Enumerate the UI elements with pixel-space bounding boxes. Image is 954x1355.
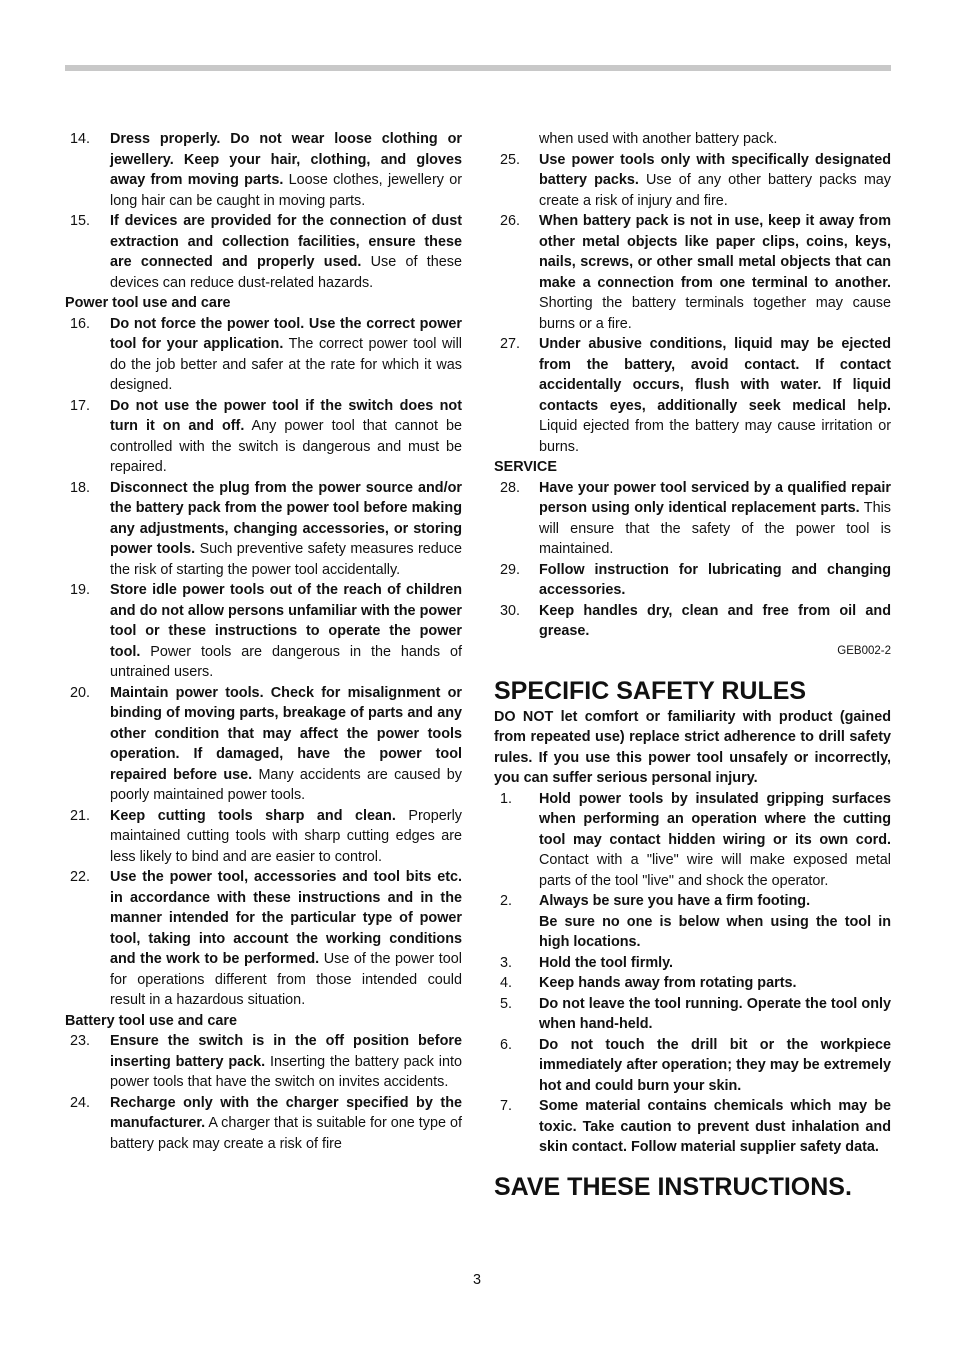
item-number: 1. [500, 790, 513, 807]
list-item [494, 912, 891, 953]
item-text [110, 1033, 462, 1090]
list-group-23-24 [65, 1031, 462, 1154]
item-number: 29. [500, 561, 521, 578]
item-number: 16. [70, 315, 91, 332]
item-number: 4. [500, 975, 513, 991]
list-item [65, 314, 462, 396]
item-normal-text: Properly maintained cutting tools with sharp cutting edges are less likely to bind and are easier to control. [110, 807, 462, 865]
list-item [494, 973, 891, 994]
item-bold-text: When battery pack is not in use, keep it away from other metal objects like paper clips, coins, keys, nails, screws, or other small metal objects that can make a connection from one terminal to another. [539, 213, 891, 291]
item-text [110, 213, 462, 291]
item-text [539, 480, 891, 558]
header-rule [65, 65, 891, 71]
list-item [65, 211, 462, 293]
item-number: 24. [70, 1094, 91, 1111]
list-item [494, 601, 891, 642]
list-item [494, 560, 891, 601]
item-bold-text: Use power tools only with specifically designated battery packs. [539, 151, 891, 188]
item-text [110, 685, 462, 804]
specific-safety-intro: DO NOT let comfort or familiarity with product (gained from repeated use) replace strict adherence to drill safety rules. If you use this power tool unsafely or incorrectly, you can suffer serious personal injury. [494, 708, 891, 786]
item-bold-text: Have your power tool serviced by a qualified repair person using only identical replacement parts. [539, 479, 891, 516]
list-item [494, 1096, 891, 1158]
list-item [65, 806, 462, 868]
item-bold-text: Recharge only with the charger specified by the manufacturer. [110, 1094, 462, 1131]
list-item [65, 129, 462, 211]
item-number: 3. [500, 954, 513, 971]
item-bold-text: Hold power tools by insulated gripping surfaces when performing an operation where the cutting tool may contact hidden wiring or its own cord. [539, 790, 891, 848]
item-bold-text: Always be sure you have a firm footing. [539, 893, 811, 909]
item-bold-text: Do not force the power tool. Use the correct power tool for your application. [110, 315, 462, 352]
specific-rules-list [494, 789, 891, 1158]
item-text [539, 213, 891, 332]
item-number: 30. [500, 602, 521, 619]
list-item [494, 1035, 891, 1097]
list-group-14-15 [65, 129, 462, 293]
item-normal-text: Liquid ejected from the battery may cause irritation or burns. [539, 418, 891, 455]
item-text [110, 1095, 462, 1152]
continuation-text: when used with another battery pack. [539, 131, 778, 147]
section-heading-power-tool: Power tool use and care [65, 295, 231, 311]
item-normal-text: This will ensure that the safety of the power tool is maintained. [539, 500, 891, 557]
item-text [539, 893, 810, 909]
list-group-28-30 [494, 478, 891, 642]
item-number: 23. [70, 1033, 91, 1049]
item-bold-text: Disconnect the plug from the power source and/or the battery pack from the power tool before making any adjustments, changing accessories, or storing power tools. [110, 479, 462, 557]
item-normal-text: Loose clothes, jewellery or long hair can be caught in moving parts. [110, 172, 462, 209]
item-normal-text: Inserting the battery pack into power tools that have the switch on invites accidents. [110, 1053, 462, 1090]
section-heading-service: SERVICE [494, 459, 557, 475]
item-bold-text: Do not use the power tool if the switch does not turn it on and off. [110, 397, 462, 434]
item-number: 6. [500, 1036, 513, 1053]
item-normal-text: Many accidents are caused by poorly maintained power tools. [110, 766, 462, 803]
item-bold-text: Keep handles dry, clean and free from oil and grease. [539, 602, 891, 639]
item-bold-text: Follow instruction for lubricating and changing accessories. [539, 561, 891, 598]
item-bold-text: Do not leave the tool running. Operate the tool only when hand-held. [539, 995, 891, 1032]
item-text [110, 398, 462, 476]
item-text [539, 996, 891, 1033]
item-text [539, 603, 891, 640]
item-bold-text: If devices are provided for the connection of dust extraction and collection facilities, ensure these are connected and properly used. [110, 213, 462, 270]
item-text [539, 914, 891, 951]
list-item [494, 953, 891, 974]
item-number: 19. [70, 582, 91, 598]
left-column [65, 129, 462, 1154]
list-item [494, 478, 891, 560]
item-text [539, 791, 891, 889]
item-bold-text: Keep hands away from rotating parts. [539, 975, 797, 991]
document-code: GEB002-2 [837, 644, 891, 657]
item-number: 18. [70, 479, 91, 496]
section-heading-battery: Battery tool use and care [65, 1012, 237, 1029]
item-bold-text: Keep cutting tools sharp and clean. [110, 807, 396, 824]
list-item [65, 396, 462, 478]
item-bold-text: Use the power tool, accessories and tool bits etc. in accordance with these instructions and in the manner intended for the particular type of power tool, taking into account the working conditions and the work to be performed. [110, 869, 462, 967]
item-number: 26. [500, 213, 521, 229]
list-item [494, 211, 891, 334]
item-number: 17. [70, 397, 91, 414]
item-normal-text: Such preventive safety measures reduce the risk of starting the power tool accidentally. [110, 541, 463, 578]
list-item [494, 334, 891, 457]
item-bold-text: Be sure no one is below when using the tool in high locations. [539, 913, 891, 950]
list-item [494, 994, 891, 1035]
right-column [494, 129, 891, 1202]
item-bold-text: Some material contains chemicals which may be toxic. Take caution to prevent dust inhalation and skin contact. Follow material supplier safety data. [539, 1098, 891, 1155]
list-item [65, 867, 462, 1011]
list-item [65, 580, 462, 683]
item-normal-text: Power tools are dangerous in the hands of untrained users. [110, 643, 462, 680]
item-number: 15. [70, 213, 91, 229]
item-text [539, 975, 797, 991]
list-item [65, 1093, 462, 1155]
item-bold-text: Do not touch the drill bit or the workpiece immediately after operation; they may be extremely hot and could burn your skin. [539, 1036, 891, 1094]
item-text [110, 808, 462, 865]
item-number: 2. [500, 893, 513, 909]
list-item [65, 478, 462, 581]
item-text [539, 152, 891, 209]
item-normal-text: Use of any other battery packs may create a risk of injury and fire. [539, 172, 892, 209]
item-number: 27. [500, 336, 521, 352]
item-normal-text: Shorting the battery terminals together may cause burns or a fire. [539, 295, 891, 332]
item-text [539, 336, 891, 455]
item-bold-text: Hold the tool firmly. [539, 954, 674, 971]
item-text [110, 316, 462, 394]
item-text [110, 869, 462, 1008]
item-normal-text: Any power tool that cannot be controlled with the switch is dangerous and must be repaired. [110, 418, 463, 475]
item-normal-text: A charger that is suitable for one type of battery pack may create a risk of fire [110, 1115, 462, 1152]
item-text [539, 562, 891, 599]
item-bold-text: Under abusive conditions, liquid may be ejected from the battery, avoid contact. If contact accidentally occurs, flush with water. If liquid contacts eyes, additionally seek medical help. [539, 336, 891, 414]
item-bold-text: Maintain power tools. Check for misalignment or binding of moving parts, breakage of parts and any other condition that may affect the power tools operation. If damaged, have the power tool repaired before use. [110, 684, 462, 783]
item-text [539, 1098, 891, 1155]
item-bold-text: Store idle power tools out of the reach of children and do not allow persons unfamiliar with the power tool or these instructions to operate the power tool. [110, 582, 462, 660]
item-text [110, 131, 462, 209]
item-number: 28. [500, 479, 521, 496]
list-item [65, 1031, 462, 1093]
item-text [110, 582, 462, 680]
item-number: 5. [500, 995, 513, 1012]
list-item [494, 789, 891, 892]
item-number: 20. [70, 684, 91, 701]
item-number: 7. [500, 1098, 513, 1114]
list-group-25-27 [494, 150, 891, 458]
item-text [110, 480, 462, 578]
item-number: 25. [500, 151, 521, 168]
item-normal-text: Use of the power tool for operations different from those intended could result in a hazardous situation. [110, 951, 462, 1008]
list-item [494, 891, 891, 912]
item-text [539, 955, 673, 971]
item-number: 21. [70, 807, 91, 824]
list-item [494, 150, 891, 212]
list-group-16-22 [65, 314, 462, 1011]
page-number: 3 [472, 1272, 481, 1288]
item-normal-text: Use of these devices can reduce dust-related hazards. [110, 254, 462, 291]
item-number: 14. [70, 131, 91, 147]
item-text [539, 1037, 891, 1094]
list-item [65, 683, 462, 806]
specific-safety-heading: SPECIFIC SAFETY RULES [494, 676, 807, 705]
save-instructions-heading: SAVE THESE INSTRUCTIONS. [494, 1172, 852, 1201]
item-bold-text: Ensure the switch is in the off position before inserting battery pack. [110, 1033, 462, 1070]
item-normal-text: Contact with a "live" wire will make exposed metal parts of the tool "live" and shock the operator. [539, 852, 891, 889]
item-number: 22. [70, 869, 91, 885]
item-bold-text: Dress properly. Do not wear loose clothing or jewellery. Keep your hair, clothing, and gloves away from moving parts. [110, 131, 462, 188]
item-normal-text: The correct power tool will do the job better and safer at the rate for which it was designed. [110, 336, 462, 393]
